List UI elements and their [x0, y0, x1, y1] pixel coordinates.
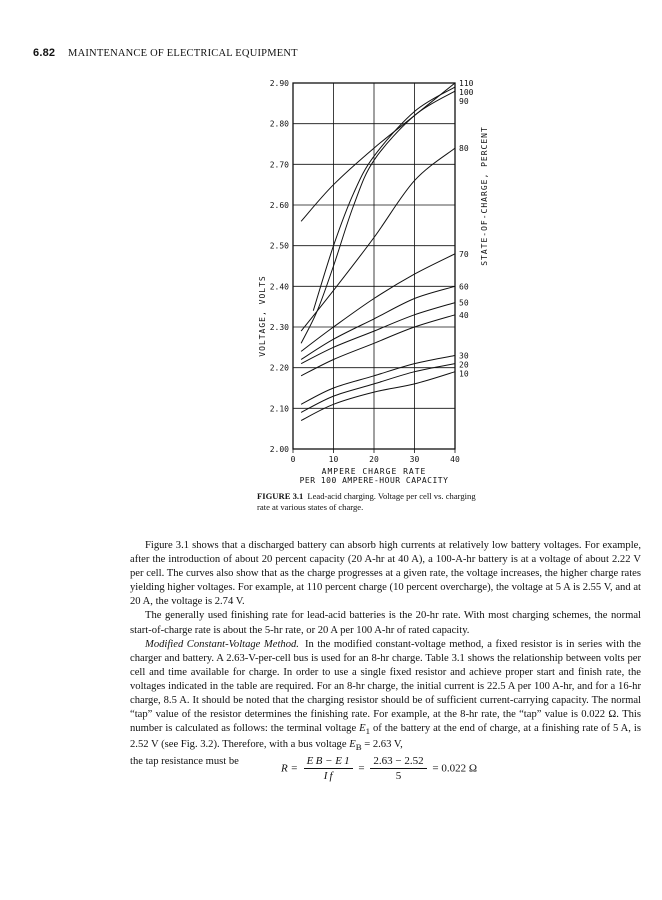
curve-label-50: 50	[459, 298, 469, 308]
curve-label-40: 40	[459, 310, 469, 320]
eq-fraction-numeric	[370, 755, 426, 782]
chart-curves	[301, 83, 455, 421]
equation-tap-resistance	[281, 755, 477, 782]
curve-soc-90	[301, 91, 455, 343]
paragraph: The generally used finishing rate for lead-acid batteries is the 20-hr rate. With most charging schemes, the normal start-of-charge rate is about the 5-hr rate, or 20 A per 100 A-hr of rated capacity.	[130, 610, 641, 636]
curve-label-60: 60	[459, 282, 469, 292]
curve-soc-80	[301, 148, 455, 331]
eq-num-symbolic: E B − E 1	[304, 755, 353, 769]
y-tick-label: 2.10	[269, 404, 289, 414]
curve-soc-40	[301, 315, 455, 376]
symbol-e1: E	[359, 723, 366, 735]
page-header	[33, 47, 298, 59]
figure-label: FIGURE 3.1	[257, 491, 304, 501]
y-tick-label: 2.80	[269, 119, 289, 129]
section-text: = 2.63 V,	[361, 739, 403, 751]
curve-label-90: 90	[459, 97, 469, 106]
curve-soc-100	[313, 87, 455, 311]
eq-den-symbolic: I f	[323, 770, 333, 782]
x-tick-label: 0	[290, 455, 296, 464]
curve-label-20: 20	[459, 360, 469, 370]
curve-label-30: 30	[459, 351, 469, 361]
section-text: In the modified constant-voltage method, a fixed resistor is in series with the charger and battery. A 2.63-V-per-cell bus is used for an 8-hr charge. Table 3.1 shows the relationship between volts per cell and time available for charge. In order to use a single fixed resistor and achieve proper start and finish rate, the voltages indicated in the table are required. For an 8-hr charge, the initial current is 22.5 A per 100 A-hr, and for a 16-hr charge, 8.5 A. It should be noted that the charging resistor should be of sufficient current-carrying capacity. The normal “tap” value of the resistor determines the finishing rate. For example, at the 8-hr rate, the “tap” value is 0.022 Ω. This number is calculated as follows: the terminal voltage	[130, 638, 641, 735]
body-text	[130, 539, 641, 769]
section-text: of the battery at the end of charge, at a finishing rate of 5 A, is 2.52 V (see Fig. 3.2). Therefore, with a bus voltage	[130, 723, 641, 751]
y-tick-label: 2.60	[269, 201, 289, 210]
charging-chart	[240, 70, 520, 500]
figure-caption	[257, 491, 487, 513]
curve-label-110: 110	[459, 79, 474, 88]
y-tick-label: 2.20	[269, 363, 289, 373]
paragraph-modified-cv	[130, 638, 641, 755]
chart-labels	[459, 79, 474, 378]
eq-equals: =	[358, 762, 365, 775]
symbol-e1-sub: 1	[365, 726, 371, 737]
x-axis-label: AMPERE CHARGE RATE	[321, 467, 427, 476]
eq-num-numeric: 2.63 − 2.52	[370, 755, 426, 769]
figure-caption-text: Lead-acid charging. Voltage per cell vs. charging rate at various states of charge.	[257, 491, 476, 512]
curve-soc-30	[301, 356, 455, 405]
eq-lhs: R =	[281, 762, 298, 775]
y-tick-label: 2.50	[269, 241, 289, 251]
curve-label-100: 100	[459, 88, 474, 97]
y-tick-label: 2.30	[269, 323, 289, 332]
symbol-eb: E	[349, 739, 356, 751]
section-runin-title: Modified Constant-Voltage Method.	[145, 638, 299, 650]
curve-soc-50	[301, 303, 455, 364]
chart-grid	[270, 79, 460, 464]
y-tick-label: 2.70	[269, 160, 289, 170]
y-tick-label: 2.40	[269, 282, 289, 292]
x-axis-label-line2: PER 100 AMPERE-HOUR CAPACITY	[299, 476, 449, 485]
x-tick-label: 10	[328, 455, 339, 464]
curve-label-10: 10	[459, 369, 469, 379]
x-tick-label: 20	[369, 455, 379, 464]
paragraph: Figure 3.1 shows that a discharged battery can absorb high currents at relatively low battery voltages. For example, after the introduction of about 20 percent capacity (20 A-hr at 40 A), a 100-A-hr battery is at a voltage of about 2.22 V per cell. The curves also show that as the charge progresses at a given rate, the voltage increases, the higher charge rates yielding higher voltages. For example, at 110 percent charge (10 percent overcharge), the voltage at 5 A is 2.55 V, and at 20 A, the voltage is 2.74 V.	[130, 540, 641, 608]
paragraph-tail: the tap resistance must be	[130, 755, 239, 767]
curve-soc-10	[301, 372, 455, 421]
eq-fraction-symbolic	[304, 755, 353, 782]
eq-equals: =	[432, 762, 439, 775]
eq-den-numeric: 5	[395, 770, 402, 782]
symbol-eb-sub: B	[355, 742, 362, 753]
x-tick-label: 30	[409, 455, 420, 464]
curve-soc-60	[301, 286, 455, 359]
eq-result: 0.022 Ω	[441, 762, 477, 775]
running-title: MAINTENANCE OF ELECTRICAL EQUIPMENT	[68, 48, 298, 59]
curve-label-70: 70	[459, 249, 469, 259]
y-axis-label: VOLTAGE, VOLTS	[258, 275, 267, 357]
x-tick-label: 40	[450, 455, 460, 464]
y2-axis-label: STATE-OF-CHARGE, PERCENT	[480, 126, 489, 266]
curve-soc-20	[301, 364, 455, 413]
figure-3-1	[240, 70, 520, 500]
page-number: 6.82	[33, 47, 56, 59]
y-tick-label: 2.90	[269, 79, 289, 88]
curve-label-80: 80	[459, 144, 469, 154]
y-tick-label: 2.00	[269, 445, 289, 454]
